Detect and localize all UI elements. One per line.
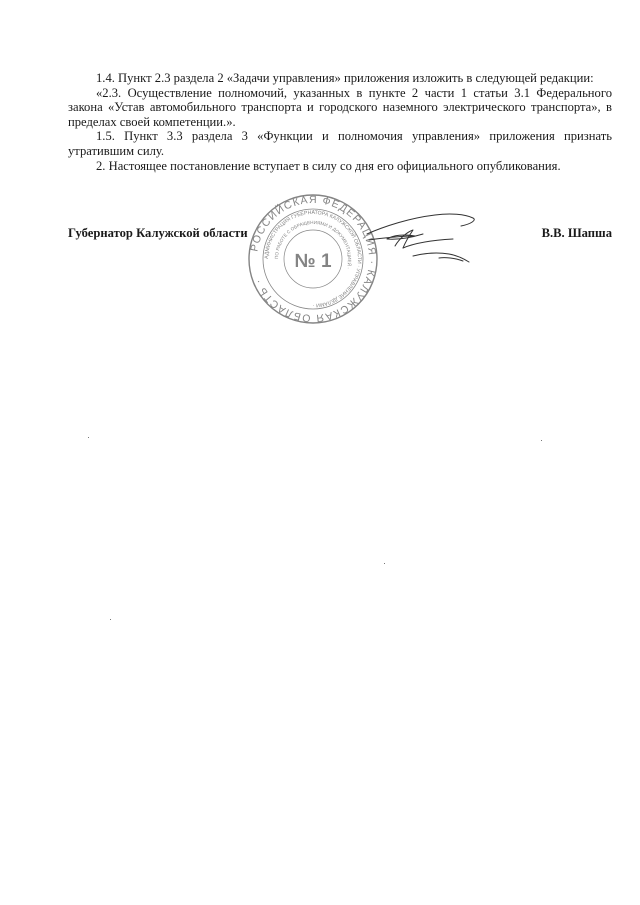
handwritten-signature xyxy=(365,206,485,276)
document-body xyxy=(68,71,612,173)
scan-speck xyxy=(88,437,89,438)
seal-inner-text: ПО РАБОТЕ С ОБРАЩЕНИЯМИ И ДОКУМЕНТАЦИЕЙ · xyxy=(273,219,353,270)
paragraph-2: 2. Настоящее постановление вступает в силу со дня его официального опубликования. xyxy=(96,158,561,173)
paragraph-1-4: 1.4. Пункт 2.3 раздела 2 «Задачи управления» приложения изложить в следующей редакции: xyxy=(96,71,594,85)
scan-speck xyxy=(541,440,542,441)
signatory-name: В.В. Шапша xyxy=(541,226,612,240)
seal-number: № 1 xyxy=(294,251,332,272)
official-seal-stamp xyxy=(246,192,380,326)
scan-speck xyxy=(384,563,385,564)
signatory-title: Губернатор Калужской области xyxy=(68,226,248,240)
paragraph-1-5: 1.5. Пункт 3.3 раздела 3 «Функции и полномочия управления» приложения признать утратившим силу. xyxy=(68,129,612,158)
seal-outer-text: РОССИЙСКАЯ ФЕДЕРАЦИЯ · КАЛУЖСКАЯ ОБЛАСТЬ · xyxy=(248,193,379,325)
paragraph-2-3-quote: «2.3. Осуществление полномочий, указанных в пункте 2 части 1 статьи 3.1 Федерального закона «Устав автомобильного транспорта и городского наземного электрического транспорта», в пределах своей компетенции.». xyxy=(68,85,612,129)
scan-speck xyxy=(110,619,111,620)
seal-middle-text: АДМИНИСТРАЦИЯ ГУБЕРНАТОРА КАЛУЖСКОЙ ОБЛАСТИ · УПРАВЛЕНИЕ ДЕЛАМИ · xyxy=(263,209,363,309)
